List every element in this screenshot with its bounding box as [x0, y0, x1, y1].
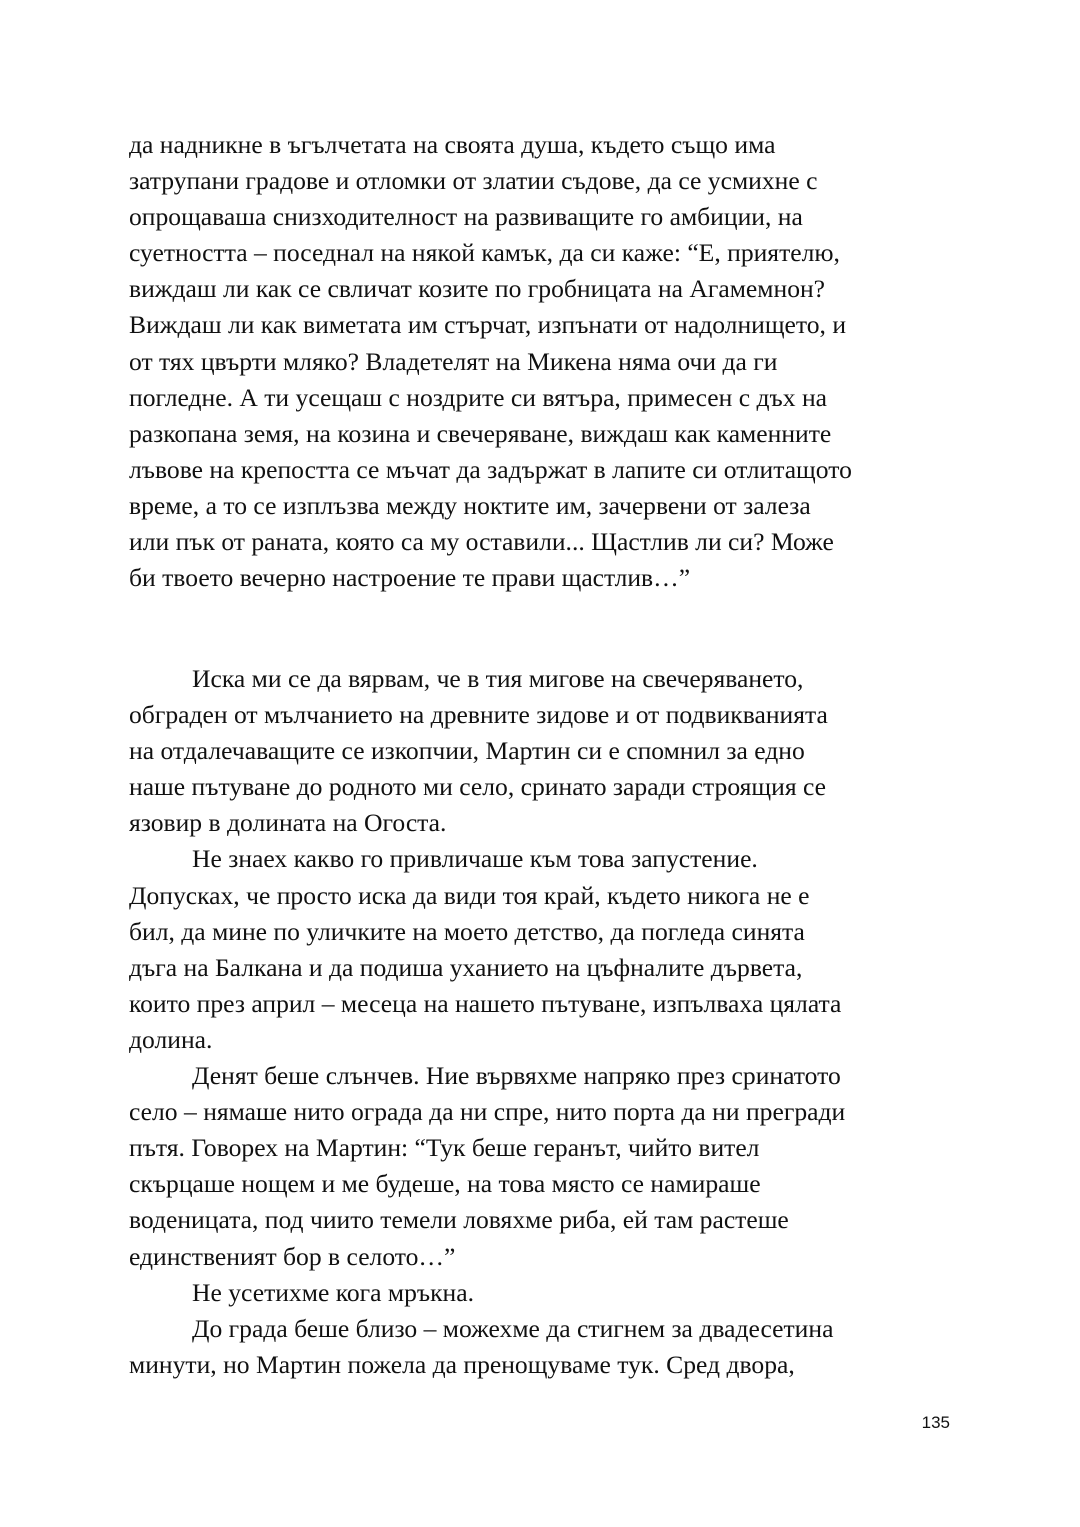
text-line: воденицата, под чиито темели ловяхме риба, ей там растеше [129, 1205, 789, 1235]
text-line: виждаш ли как се свличат козите по гробницата на Агамемнон? [129, 274, 826, 304]
text-line: опрощаваша снизходителност на развиващите го амбиции, на [129, 202, 803, 232]
text-line: пътя. Говорех на Мартин: “Тук беше геранът, чийто вител [129, 1133, 760, 1163]
text-line: на отдалечаващите се изкопчии, Мартин си е спомнил за едно [129, 736, 805, 766]
paragraph-first-line: Денят беше слънчев. Ние вървяхме напряко през сринатото [192, 1061, 841, 1091]
text-line: наше пътуване до родното ми село, сринато заради строящия се [129, 772, 827, 802]
text-line: минути, но Мартин пожела да пренощуваме тук. Сред двора, [129, 1349, 795, 1379]
text-line: долина. [129, 1024, 213, 1054]
text-line: да надникне в ъгълчетата на своята душа, където също има [129, 130, 776, 159]
text-line: от тях цвърти мляко? Владетелят на Микена няма очи да ги [129, 346, 778, 376]
text-line: обграден от мълчанието на древните зидове и от подвикванията [129, 700, 828, 730]
paragraph-first-line: Иска ми се да вярвам, че в тия мигове на свечеряването, [192, 664, 804, 693]
text-block-continuation [129, 127, 959, 596]
paragraph-first-line: До града беше близо – можехме да стигнем за двадесетина [192, 1313, 834, 1343]
text-line: село – нямаше нито ограда да ни спре, нито порта да ни прегради [129, 1097, 846, 1127]
paragraph-first-line: Не знаех какво го привличаше към това запустение. [192, 844, 758, 874]
text-block-section [129, 661, 959, 1383]
text-line: затрупани градове и отломки от златии съдове, да се усмихне с [129, 166, 818, 196]
text-line: погледне. А ти усещаш с ноздрите си вятъра, примесен с дъх на [129, 382, 828, 412]
text-line: Виждаш ли как виметата им стърчат, изпънати от надолнището, и [129, 310, 847, 340]
text-line: дъга на Балкана и да подиша уханието на цъфналите дървета, [129, 952, 803, 982]
text-line: бил, да мине по уличките на моето детство, да погледа синята [129, 916, 805, 946]
text-line: разкопана земя, на козина и свечеряване, виждаш как каменните [129, 418, 832, 448]
text-line: Допусках, че просто иска да види тоя край, където никога не е [129, 880, 810, 910]
text-line: или пък от раната, която са му оставили... Щастлив ли си? Може [129, 527, 834, 557]
text-line: единственият бор в селото…” [129, 1241, 456, 1271]
page-number: 135 [921, 1413, 950, 1432]
text-line: скърцаше нощем и ме будеше, на това място се намираше [129, 1169, 761, 1199]
paragraph-first-line: Не усетихме кога мръкна. [192, 1277, 475, 1307]
text-line: язовир в долината на Огоста. [129, 808, 447, 838]
text-line: суетността – поседнал на някой камък, да си каже: “Е, приятелю, [129, 238, 840, 268]
text-line: които през април – месеца на нашето пътуване, изпълваха цялата [129, 988, 842, 1018]
text-line: време, а то се изплъзва между ноктите им, зачервени от залеза [129, 490, 811, 520]
text-line: лъвове на крепостта се мъчат да задържат в лапите си отлитащото [129, 454, 852, 484]
text-line: би твоето вечерно настроение те прави щастлив…” [129, 563, 691, 593]
